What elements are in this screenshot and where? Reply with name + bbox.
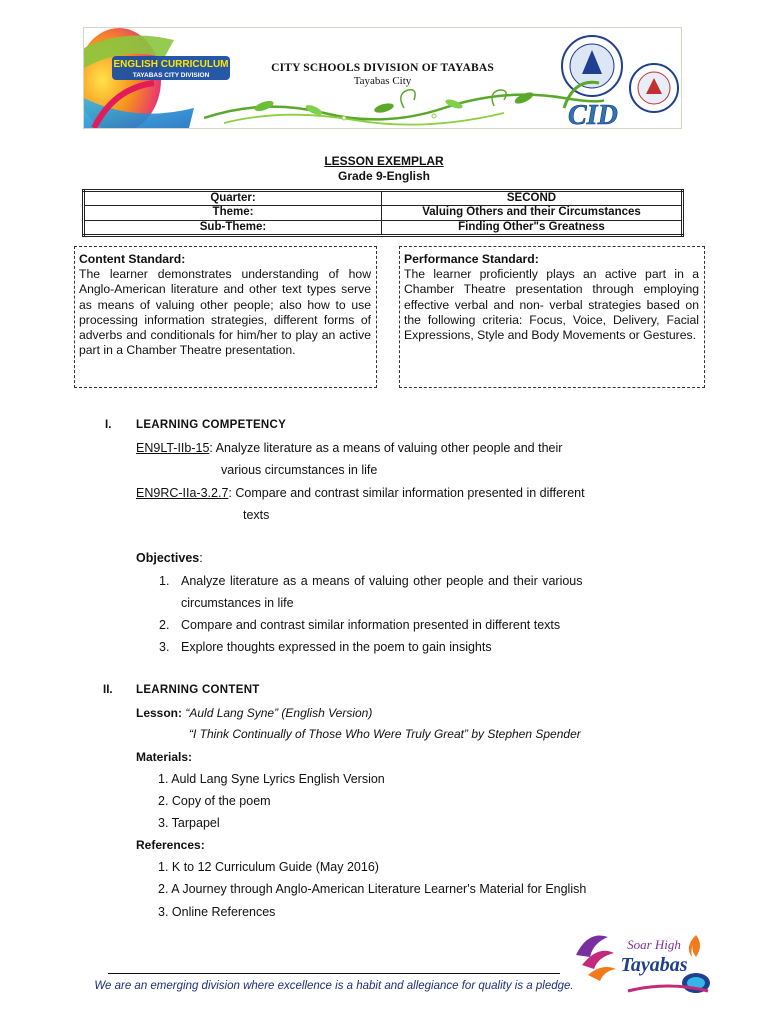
section1-heading: LEARNING COMPETENCY [136, 419, 287, 431]
cid-logo-text: CID [568, 100, 618, 128]
division-city: Tayabas City [353, 75, 412, 87]
grade-title: Grade 9-English [337, 169, 431, 183]
lesson-label: Lesson: [136, 706, 183, 720]
objective-num-2: 2. [159, 618, 170, 632]
reference-item-1: 1. K to 12 Curriculum Guide (May 2016) [158, 860, 379, 874]
table-row [84, 220, 683, 235]
competency-2-cont: texts [243, 508, 270, 522]
objective-num-3: 3. [159, 640, 170, 654]
content-standard-heading: Content Standard: [79, 252, 186, 266]
quarter-label: Quarter: [84, 191, 382, 206]
subtheme-label: Sub-Theme: [84, 220, 382, 235]
logo-text-line2: TAYABAS CITY DIVISION [132, 72, 210, 79]
material-item-2: 2. Copy of the poem [158, 794, 271, 808]
lesson-title: LESSON EXEMPLAR [324, 154, 444, 168]
objective-1: Analyze literature as a means of valuing other people and their various [181, 574, 583, 588]
objective-3: Explore thoughts expressed in the poem to gain insights [181, 640, 492, 654]
footer-motto: We are an emerging division where excellence is a habit and allegiance for quality is a pledge. [94, 980, 574, 992]
logo-text-line1: ENGLISH CURRICULUM [113, 59, 229, 70]
lesson-line [136, 706, 372, 720]
materials-label: Materials: [136, 750, 193, 764]
competency-1 [136, 441, 562, 455]
content-standard-text: The learner demonstrates understanding of how Anglo-American literature and other text types serve as means of valuing other people; also how to use processing information strategies, different forms of adverbs and conditionals for him/her to play an active part in a Chamber Theatre presentation. [79, 267, 371, 358]
competency-text-1: : Analyze literature as a means of valuing other people and their [209, 441, 563, 455]
performance-standard-heading: Performance Standard: [404, 252, 539, 266]
header-banner [83, 27, 682, 129]
section2-heading: LEARNING CONTENT [136, 684, 260, 696]
material-item-3: 3. Tarpapel [158, 816, 220, 830]
competency-2 [136, 486, 585, 500]
lesson-title-2: “I Think Continually of Those Who Were Truly Great” by Stephen Spender [189, 727, 581, 741]
performance-standard-box [399, 246, 705, 388]
lesson-info-table [82, 189, 684, 237]
footer-rule [108, 973, 560, 974]
content-standard-box [74, 246, 377, 388]
soar-logo-text-1: Soar High [627, 937, 681, 952]
quarter-value: SECOND [382, 191, 683, 206]
competency-code-2: EN9RC-IIa-3.2.7 [136, 486, 229, 500]
lesson-title-1: “Auld Lang Syne” (English Version) [185, 706, 373, 720]
competency-code-1: EN9LT-IIb-15 [136, 441, 210, 455]
table-row [84, 206, 683, 220]
section2-numeral: II. [103, 684, 113, 696]
division-name: CITY SCHOOLS DIVISION OF TAYABAS [271, 62, 494, 74]
competency-text-2: : Compare and contrast similar information presented in different [228, 486, 585, 500]
performance-standard-text: The learner proficiently plays an active part in a Chamber Theatre presentation through employing effective verbal and non- verbal strategies based on the following criteria: Focus, Voice, Delivery, Facial Expressions, Style and Body Movements or Gestures. [404, 267, 699, 343]
section1-numeral: I. [105, 419, 112, 431]
references-label: References: [136, 838, 205, 852]
soar-logo-text-2: Tayabas [620, 954, 688, 976]
reference-item-2: 2. A Journey through Anglo-American Literature Learner's Material for English [158, 882, 587, 896]
objectives-label: Objectives: [136, 551, 203, 565]
competency-1-cont: various circumstances in life [221, 463, 378, 477]
theme-value: Valuing Others and their Circumstances [382, 206, 683, 220]
material-item-1: 1. Auld Lang Syne Lyrics English Version [158, 772, 385, 786]
reference-item-3: 3. Online References [158, 905, 276, 919]
theme-label: Theme: [84, 206, 382, 220]
objective-1-cont: circumstances in life [181, 596, 294, 610]
subtheme-value: Finding Other"s Greatness [382, 220, 683, 235]
objective-2: Compare and contrast similar information presented in different texts [181, 618, 561, 632]
table-row [84, 191, 683, 206]
objective-num-1: 1. [159, 574, 170, 588]
